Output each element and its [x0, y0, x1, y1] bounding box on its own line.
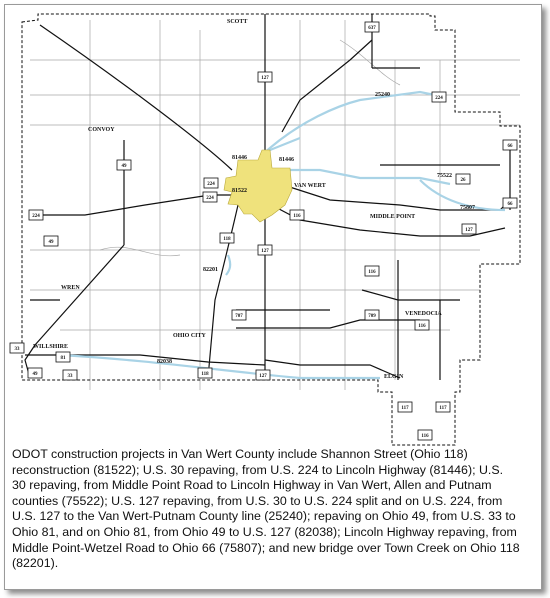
svg-text:127: 127 — [259, 374, 267, 379]
svg-text:118: 118 — [223, 237, 231, 242]
route-shield-oh26 — [456, 174, 470, 184]
route-shield-oh66-south — [503, 198, 517, 208]
svg-text:637: 637 — [368, 26, 376, 31]
route-shield-oh116-bottom — [418, 430, 432, 440]
svg-text:49: 49 — [32, 372, 38, 377]
svg-text:33: 33 — [14, 347, 20, 352]
svg-text:116: 116 — [418, 324, 426, 329]
svg-text:709: 709 — [368, 314, 376, 319]
svg-text:224: 224 — [32, 214, 40, 219]
project-label-82038: 82038 — [157, 359, 172, 365]
project-label-75522: 75522 — [437, 173, 452, 179]
svg-text:116: 116 — [293, 214, 301, 219]
route-shield-us127-north — [258, 72, 272, 82]
route-shield-oh637 — [365, 22, 379, 32]
route-shield-us127-south — [258, 245, 272, 255]
svg-text:224: 224 — [206, 196, 214, 201]
map-caption: ODOT construction projects in Van Wert County include Shannon Street (Ohio 118) reconstruction (81522); U.S. 30 repaving, from U.S. 224 to Lincoln Highway (81446); U.S. 30 repaving, from Middle Point Road to Lincoln Highway in Van Wert, Allen and Putnam counties (75522); U.S. 127 repaving, from U.S. 30 to U.S. 224 split and on U.S. 224, from U.S. 127 to the Van Wert-Putnam County line (25240); repaving on Ohio 49, from U.S. 33 to Ohio 81, and on Ohio 81, from Ohio 49 to U.S. 127 (82038); Lincoln Highway repaving, from Middle Point-Wetzel Road to Ohio 66 (75807); and new bridge over Town Creek on Ohio 118 (82201). — [12, 447, 520, 571]
route-shield-oh49-north — [117, 160, 131, 170]
project-label-82201: 82201 — [203, 267, 218, 273]
route-shield-oh118-south — [198, 368, 212, 378]
place-label-middle-point: MIDDLE POINT — [370, 214, 416, 220]
route-shield-us127-east — [462, 224, 476, 234]
route-shield-oh116-venedocia — [415, 320, 429, 330]
place-label-convoy: CONVOY — [88, 127, 115, 133]
svg-text:118: 118 — [201, 372, 209, 377]
project-label-25240: 25240 — [375, 92, 390, 98]
project-label-81446-west: 81446 — [232, 155, 247, 161]
svg-text:49: 49 — [121, 164, 127, 169]
route-shield-oh224-west — [204, 178, 218, 188]
svg-text:49: 49 — [48, 240, 54, 245]
svg-text:117: 117 — [439, 406, 447, 411]
place-label-venedocia: VENEDOCIA — [405, 311, 442, 317]
place-label-scott: SCOTT — [227, 19, 248, 25]
project-label-81446-east: 81446 — [279, 157, 294, 163]
svg-text:66: 66 — [507, 144, 513, 149]
svg-text:224: 224 — [207, 182, 215, 187]
route-shield-oh709 — [365, 310, 379, 320]
project-label-75807: 75807 — [460, 205, 475, 211]
svg-text:26: 26 — [460, 178, 466, 183]
route-shield-us33 — [10, 343, 24, 353]
route-shield-oh224-far-west — [29, 210, 43, 220]
project-routes — [60, 92, 505, 378]
svg-text:707: 707 — [235, 314, 243, 319]
svg-text:127: 127 — [261, 249, 269, 254]
svg-text:224: 224 — [435, 96, 443, 101]
svg-text:127: 127 — [465, 228, 473, 233]
place-label-willshire: WILLSHIRE — [33, 344, 69, 350]
route-shields — [10, 22, 517, 440]
svg-text:116: 116 — [368, 270, 376, 275]
route-shield-oh49-mid — [44, 236, 58, 246]
svg-text:81: 81 — [60, 356, 66, 361]
route-shield-us127-southmost — [256, 370, 270, 380]
route-shield-oh49-south — [28, 368, 42, 378]
svg-text:117: 117 — [401, 406, 409, 411]
route-shield-oh81 — [56, 352, 70, 362]
svg-text:127: 127 — [261, 76, 269, 81]
place-label-van-wert: VAN WERT — [294, 183, 326, 189]
place-label-wren: WREN — [61, 285, 80, 291]
route-shield-oh117-east — [436, 402, 450, 412]
svg-text:33: 33 — [67, 374, 73, 379]
route-shield-oh33-south — [63, 370, 77, 380]
route-shield-us224-ne — [432, 92, 446, 102]
place-label-elgin: ELGIN — [384, 374, 404, 380]
route-shield-oh118 — [220, 233, 234, 243]
svg-text:116: 116 — [421, 434, 429, 439]
route-shield-oh117-west — [398, 402, 412, 412]
route-shield-oh707 — [232, 310, 246, 320]
route-shield-oh224-town — [203, 192, 217, 202]
place-label-ohio-city: OHIO CITY — [173, 333, 206, 339]
svg-text:66: 66 — [507, 202, 513, 207]
route-shield-oh116-east — [290, 210, 304, 220]
route-shield-oh66-north — [503, 140, 517, 150]
project-label-81522: 81522 — [232, 188, 247, 194]
route-shield-oh116-south — [365, 266, 379, 276]
